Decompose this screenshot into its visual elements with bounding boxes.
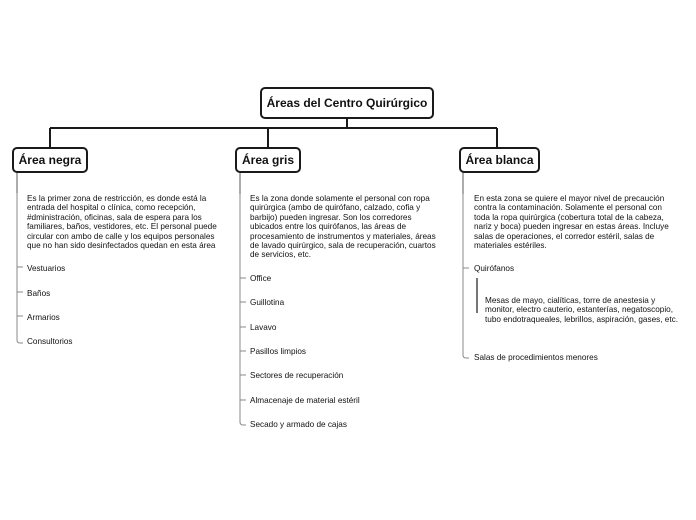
area-gris-node[interactable]: Área gris: [235, 147, 301, 173]
area-gris-item-sectores-recuperacion[interactable]: Sectores de recuperación: [250, 371, 344, 380]
area-gris-item-secado-armado[interactable]: Secado y armado de cajas: [250, 420, 347, 429]
area-negra-item-vestuarios[interactable]: Vestuarios: [27, 264, 66, 273]
root-node-title[interactable]: Áreas del Centro Quirúrgico: [260, 87, 434, 119]
area-negra-item-armarios[interactable]: Armarios: [27, 313, 60, 322]
area-blanca-item-salas-procedimientos[interactable]: Salas de procedimientos menores: [474, 353, 598, 362]
area-gris-description[interactable]: Es la zona donde solamente el personal con ropa quirúrgica (ambo de quirófano, calzado, cofia y barbijo) pueden ingresar. Son los corredores ubicados entre los quirófanos, las áreas de procesamiento de instrumentos y materiales, áreas de lavado quirúrgico, sala de recuperación, cuartos de servicios, etc.: [250, 194, 436, 260]
area-negra-description[interactable]: Es la primer zona de restricción, es donde está la entrada del hospital o clínica, como recepción, #dministración, oficinas, sala de espera para los familiares, baños, vestidores, etc. El personal puede circular con ambo de calle y los equipos personales que no han sido desinfectados quedan en esta área: [27, 194, 217, 251]
area-gris-item-office[interactable]: Office: [250, 274, 272, 283]
area-gris-item-pasillos-limpios[interactable]: Pasillos limpios: [250, 347, 306, 356]
area-gris-item-guillotina[interactable]: Guillotina: [250, 298, 285, 307]
area-blanca-node[interactable]: Área blanca: [459, 147, 540, 173]
area-gris-item-almacenaje-material[interactable]: Almacenaje de material estéril: [250, 396, 360, 405]
area-blanca-description[interactable]: En esta zona se quiere el mayor nivel de precaución contra la contaminación. Solamente el personal con toda la ropa quirúrgica (cobertura total de la cabeza, nariz y boca) pueden ingresar en estas áreas. Incluye salas de operaciones, el corredor estéril, salas de materiales estériles.: [474, 194, 669, 251]
area-negra-item-consultorios[interactable]: Consultorios: [27, 337, 73, 346]
quirofanos-detail[interactable]: Mesas de mayo, cialíticas, torre de anestesia y monitor, electro cauterio, estanterías, negatoscopio, tubo endotraqueales, lebrillos, aspiración, gases, etc.: [485, 296, 678, 324]
area-blanca-item-quirofanos[interactable]: Quirófanos: [474, 264, 515, 273]
area-gris-item-lavavo[interactable]: Lavavo: [250, 323, 277, 332]
area-negra-node[interactable]: Área negra: [12, 147, 88, 173]
area-negra-item-banos[interactable]: Baños: [27, 289, 51, 298]
